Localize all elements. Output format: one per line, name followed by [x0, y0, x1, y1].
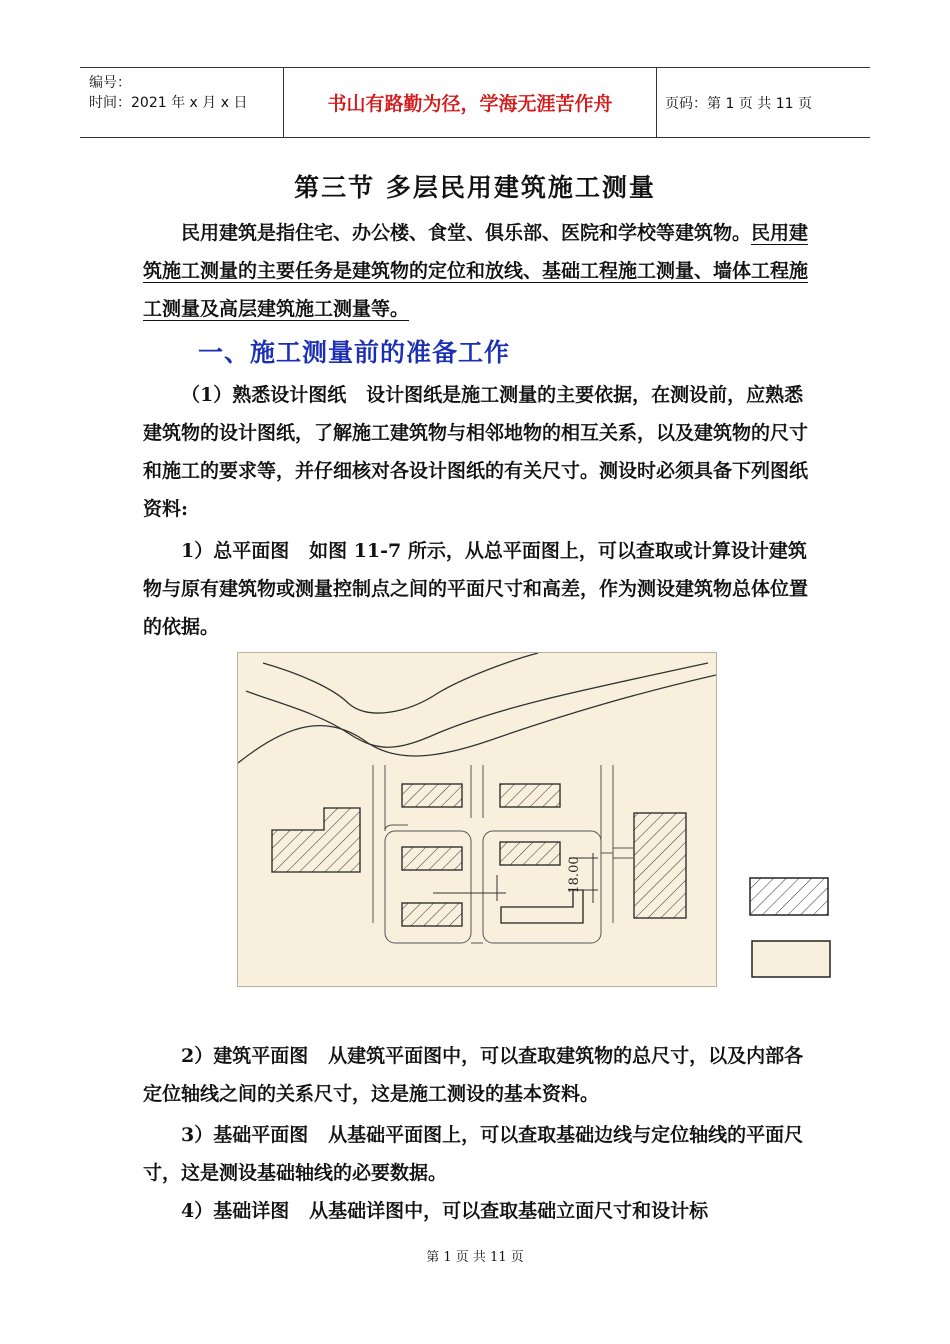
dimension-label: 18.00: [567, 856, 582, 894]
paragraph-text: 从建筑平面图中，可以查取建筑物的总尺寸，以及内部各定位轴线之间的关系尺寸，这是施工测设的基本资料。: [143, 1045, 804, 1105]
building: [500, 842, 560, 865]
paragraph-drawings: [143, 376, 811, 528]
contour-line: [246, 663, 708, 747]
contour-line: [263, 653, 538, 713]
paragraph-text: 从基础详图中，可以查取基础立面尺寸和设计标: [309, 1200, 709, 1222]
paragraph-floor-plan: [143, 1037, 811, 1113]
paragraph-text: 如图 11-7 所示，从总平面图上，可以查取或计算设计建筑物与原有建筑物或测量控制点之间的平面尺寸和高差，作为测设建筑物总体位置的依据。: [143, 540, 809, 638]
paragraph-label: 4）基础详图: [181, 1200, 290, 1222]
date-label: 时间：2021 年 x 月 x 日: [89, 95, 248, 111]
planned-building: [501, 890, 583, 923]
site-plan-drawing: [238, 653, 716, 986]
paragraph-label: 3）基础平面图: [181, 1124, 309, 1146]
figure-legend: [749, 877, 831, 979]
large-building: [634, 813, 686, 918]
paragraph-foundation-detail: [143, 1192, 811, 1230]
building: [500, 784, 560, 807]
site-plan-figure: [237, 652, 717, 987]
building: [402, 784, 462, 807]
paragraph-text: 从基础平面图上，可以查取基础边线与定位轴线的平面尺寸，这是测设基础轴线的必要数据。: [143, 1124, 804, 1184]
intro-plain: 民用建筑是指住宅、办公楼、食堂、俱乐部、医院和学校等建筑物。: [181, 222, 752, 244]
number-label: 编号：: [89, 75, 131, 91]
intro-paragraph: [143, 214, 811, 328]
section-title: 第三节 多层民用建筑施工测量: [294, 173, 656, 202]
legend-new-building: [752, 941, 830, 977]
heading-preparation: 一、施工测量前的准备工作: [198, 338, 511, 367]
paragraph-label: （1）熟悉设计图纸: [181, 384, 347, 406]
paragraph-site-plan: [143, 532, 811, 646]
paragraph-text: 设计图纸是施工测量的主要依据，在测设前，应熟悉建筑物的设计图纸，了解施工建筑物与相邻地物的相互关系，以及建筑物的尺寸和施工的要求等，并仔细核对各设计图纸的有关尺寸。测设时必须具备下列图纸资料:: [143, 384, 809, 520]
page-header: [80, 67, 870, 138]
legend-existing-building: [750, 878, 828, 915]
building: [402, 903, 462, 926]
building: [402, 847, 462, 870]
paragraph-label: 1）总平面图: [181, 540, 290, 562]
page-footer: 第 1 页 共 11 页: [426, 1250, 524, 1265]
header-page-label: 页码：第 1 页 共 11 页: [665, 95, 812, 112]
intro-underlined: 民用建筑施工测量的主要任务是建筑物的定位和放线、基础工程施工测量、墙体工程施工测量及高层建筑施工测量等。: [143, 222, 809, 320]
l-shaped-building: [272, 808, 360, 872]
paragraph-foundation-plan: [143, 1116, 811, 1192]
paragraph-label: 2）建筑平面图: [181, 1045, 309, 1067]
header-motto: 书山有路勤为径，学海无涯苦作舟: [284, 68, 657, 137]
header-meta: [80, 68, 284, 137]
